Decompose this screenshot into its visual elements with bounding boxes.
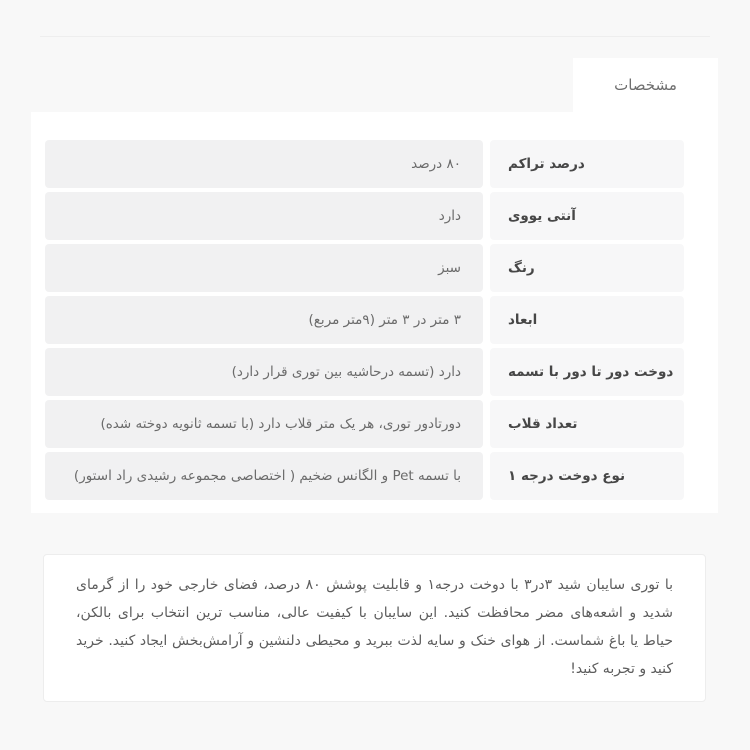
spec-row: [45, 348, 684, 396]
spec-label: آنتی یووی: [490, 192, 684, 240]
spec-value: ۳ متر در ۳ متر (۹متر مربع): [45, 296, 483, 344]
spec-label: رنگ: [490, 244, 684, 292]
spec-row: [45, 244, 684, 292]
tab-specifications[interactable]: [573, 58, 718, 112]
spec-value: دارد: [45, 192, 483, 240]
spec-label: نوع دوخت درجه ۱: [490, 452, 684, 500]
spec-label: تعداد قلاب: [490, 400, 684, 448]
spec-row: [45, 296, 684, 344]
cell-gutter: [483, 400, 490, 448]
cell-gutter: [483, 348, 490, 396]
spec-value: سبز: [45, 244, 483, 292]
spec-row: [45, 140, 684, 188]
spec-label: ابعاد: [490, 296, 684, 344]
spec-value: ۸۰ درصد: [45, 140, 483, 188]
cell-gutter: [483, 452, 490, 500]
spec-row: [45, 400, 684, 448]
spec-label: درصد تراکم: [490, 140, 684, 188]
spec-label: دوخت دور تا دور با تسمه: [490, 348, 684, 396]
cell-gutter: [483, 192, 490, 240]
spec-row: [45, 192, 684, 240]
product-description-box: [43, 554, 706, 702]
spec-row: [45, 452, 684, 500]
specs-table: [45, 140, 684, 500]
section-divider: [40, 36, 710, 37]
spec-value: با تسمه Pet و الگانس ضخیم ( اختصاصی مجموعه رشیدی راد استور): [45, 452, 483, 500]
cell-gutter: [483, 244, 490, 292]
cell-gutter: [483, 140, 490, 188]
cell-gutter: [483, 296, 490, 344]
spec-value: دورتادور توری، هر یک متر قلاب دارد (با تسمه ثانویه دوخته شده): [45, 400, 483, 448]
product-description-text: با توری سایبان شید ۳در۳ با دوخت درجه۱ و قابلیت پوشش ۸۰ درصد، فضای خارجی خود را از گرمای شدید و اشعه‌های مضر محافظت کنید. این سایبان با کیفیت عالی، مناسب ترین انتخاب برای بالکن، حیاط یا باغ شماست. از هوای خنک و سایه لذت ببرید و محیطی دلنشین و آرامش‌بخش ایجاد کنید. خرید کنید و تجربه کنید!: [76, 577, 673, 677]
tab-specifications-label: مشخصات: [614, 76, 677, 94]
spec-value: دارد (تسمه درحاشیه بین توری قرار دارد): [45, 348, 483, 396]
